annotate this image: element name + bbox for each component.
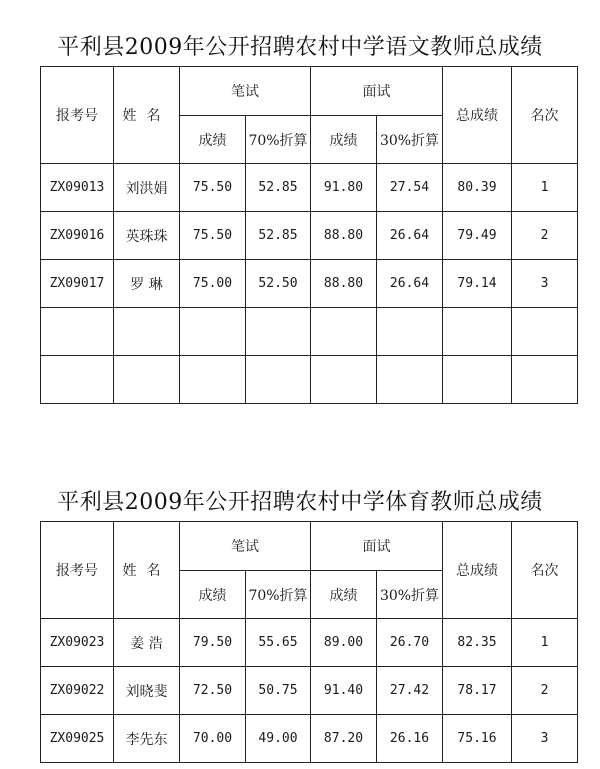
header-interview-score: 成绩 (311, 116, 377, 164)
cell-rank (512, 308, 578, 356)
cell-rank: 1 (512, 619, 578, 667)
cell-total: 82.35 (443, 619, 512, 667)
header-exam-id: 报考号 (41, 67, 114, 164)
cell-name (114, 356, 180, 404)
cell-name: 李先东 (114, 715, 180, 763)
cell-interview-score (311, 356, 377, 404)
cell-written-70 (246, 308, 311, 356)
score-table (40, 521, 578, 763)
table-row (41, 164, 578, 212)
header-total: 总成绩 (443, 67, 512, 164)
cell-written-score: 79.50 (180, 619, 246, 667)
cell-written-70: 52.85 (246, 212, 311, 260)
cell-written-70 (246, 356, 311, 404)
cell-interview-score (311, 308, 377, 356)
cell-interview-score: 88.80 (311, 212, 377, 260)
cell-written-70: 52.50 (246, 260, 311, 308)
header-interview: 面试 (311, 67, 443, 116)
header-interview-30: 30%折算 (377, 116, 443, 164)
cell-exam-id: ZX09023 (41, 619, 114, 667)
cell-total (443, 356, 512, 404)
cell-written-score: 75.00 (180, 260, 246, 308)
cell-interview-30: 26.16 (377, 715, 443, 763)
page-title: 平利县2009年公开招聘农村中学体育教师总成绩 (57, 490, 543, 515)
table-row (41, 619, 578, 667)
page-title: 平利县2009年公开招聘农村中学语文教师总成绩 (57, 35, 543, 60)
cell-exam-id: ZX09025 (41, 715, 114, 763)
header-written: 笔试 (180, 522, 311, 571)
table-row (41, 356, 578, 404)
header-name: 姓名 (114, 67, 180, 164)
header-interview-score: 成绩 (311, 571, 377, 619)
header-interview: 面试 (311, 522, 443, 571)
cell-name: 刘洪娟 (114, 164, 180, 212)
cell-interview-score: 89.00 (311, 619, 377, 667)
cell-total: 80.39 (443, 164, 512, 212)
cell-rank: 3 (512, 260, 578, 308)
table-row (41, 212, 578, 260)
cell-written-score: 72.50 (180, 667, 246, 715)
cell-interview-30: 26.70 (377, 619, 443, 667)
cell-total: 75.16 (443, 715, 512, 763)
cell-total: 79.14 (443, 260, 512, 308)
header-rank: 名次 (512, 522, 578, 619)
cell-written-score: 70.00 (180, 715, 246, 763)
cell-exam-id (41, 308, 114, 356)
cell-written-score (180, 308, 246, 356)
header-name: 姓名 (114, 522, 180, 619)
table-row (41, 260, 578, 308)
header-written-70: 70%折算 (246, 571, 311, 619)
cell-exam-id (41, 356, 114, 404)
cell-written-score: 75.50 (180, 164, 246, 212)
cell-written-70: 52.85 (246, 164, 311, 212)
score-table (40, 66, 578, 404)
cell-rank: 2 (512, 212, 578, 260)
cell-name (114, 308, 180, 356)
header-written-score: 成绩 (180, 116, 246, 164)
cell-exam-id: ZX09013 (41, 164, 114, 212)
cell-interview-30 (377, 308, 443, 356)
cell-rank: 2 (512, 667, 578, 715)
header-written: 笔试 (180, 67, 311, 116)
table-row (41, 308, 578, 356)
cell-rank: 3 (512, 715, 578, 763)
cell-exam-id: ZX09017 (41, 260, 114, 308)
cell-interview-30: 26.64 (377, 212, 443, 260)
cell-name: 刘晓斐 (114, 667, 180, 715)
cell-interview-30: 27.54 (377, 164, 443, 212)
cell-written-score (180, 356, 246, 404)
cell-total (443, 308, 512, 356)
cell-name: 姜 浩 (114, 619, 180, 667)
cell-written-70: 49.00 (246, 715, 311, 763)
table-row (41, 667, 578, 715)
cell-rank: 1 (512, 164, 578, 212)
cell-exam-id: ZX09022 (41, 667, 114, 715)
header-rank: 名次 (512, 67, 578, 164)
header-total: 总成绩 (443, 522, 512, 619)
cell-written-70: 50.75 (246, 667, 311, 715)
cell-written-score: 75.50 (180, 212, 246, 260)
cell-interview-30: 26.64 (377, 260, 443, 308)
cell-written-70: 55.65 (246, 619, 311, 667)
cell-name: 英珠珠 (114, 212, 180, 260)
header-exam-id: 报考号 (41, 522, 114, 619)
header-written-score: 成绩 (180, 571, 246, 619)
cell-interview-score: 88.80 (311, 260, 377, 308)
cell-exam-id: ZX09016 (41, 212, 114, 260)
cell-interview-30 (377, 356, 443, 404)
cell-total: 79.49 (443, 212, 512, 260)
cell-interview-score: 91.40 (311, 667, 377, 715)
cell-interview-score: 91.80 (311, 164, 377, 212)
cell-total: 78.17 (443, 667, 512, 715)
cell-interview-30: 27.42 (377, 667, 443, 715)
cell-rank (512, 356, 578, 404)
cell-name: 罗 琳 (114, 260, 180, 308)
header-interview-30: 30%折算 (377, 571, 443, 619)
cell-interview-score: 87.20 (311, 715, 377, 763)
header-written-70: 70%折算 (246, 116, 311, 164)
table-row (41, 715, 578, 763)
